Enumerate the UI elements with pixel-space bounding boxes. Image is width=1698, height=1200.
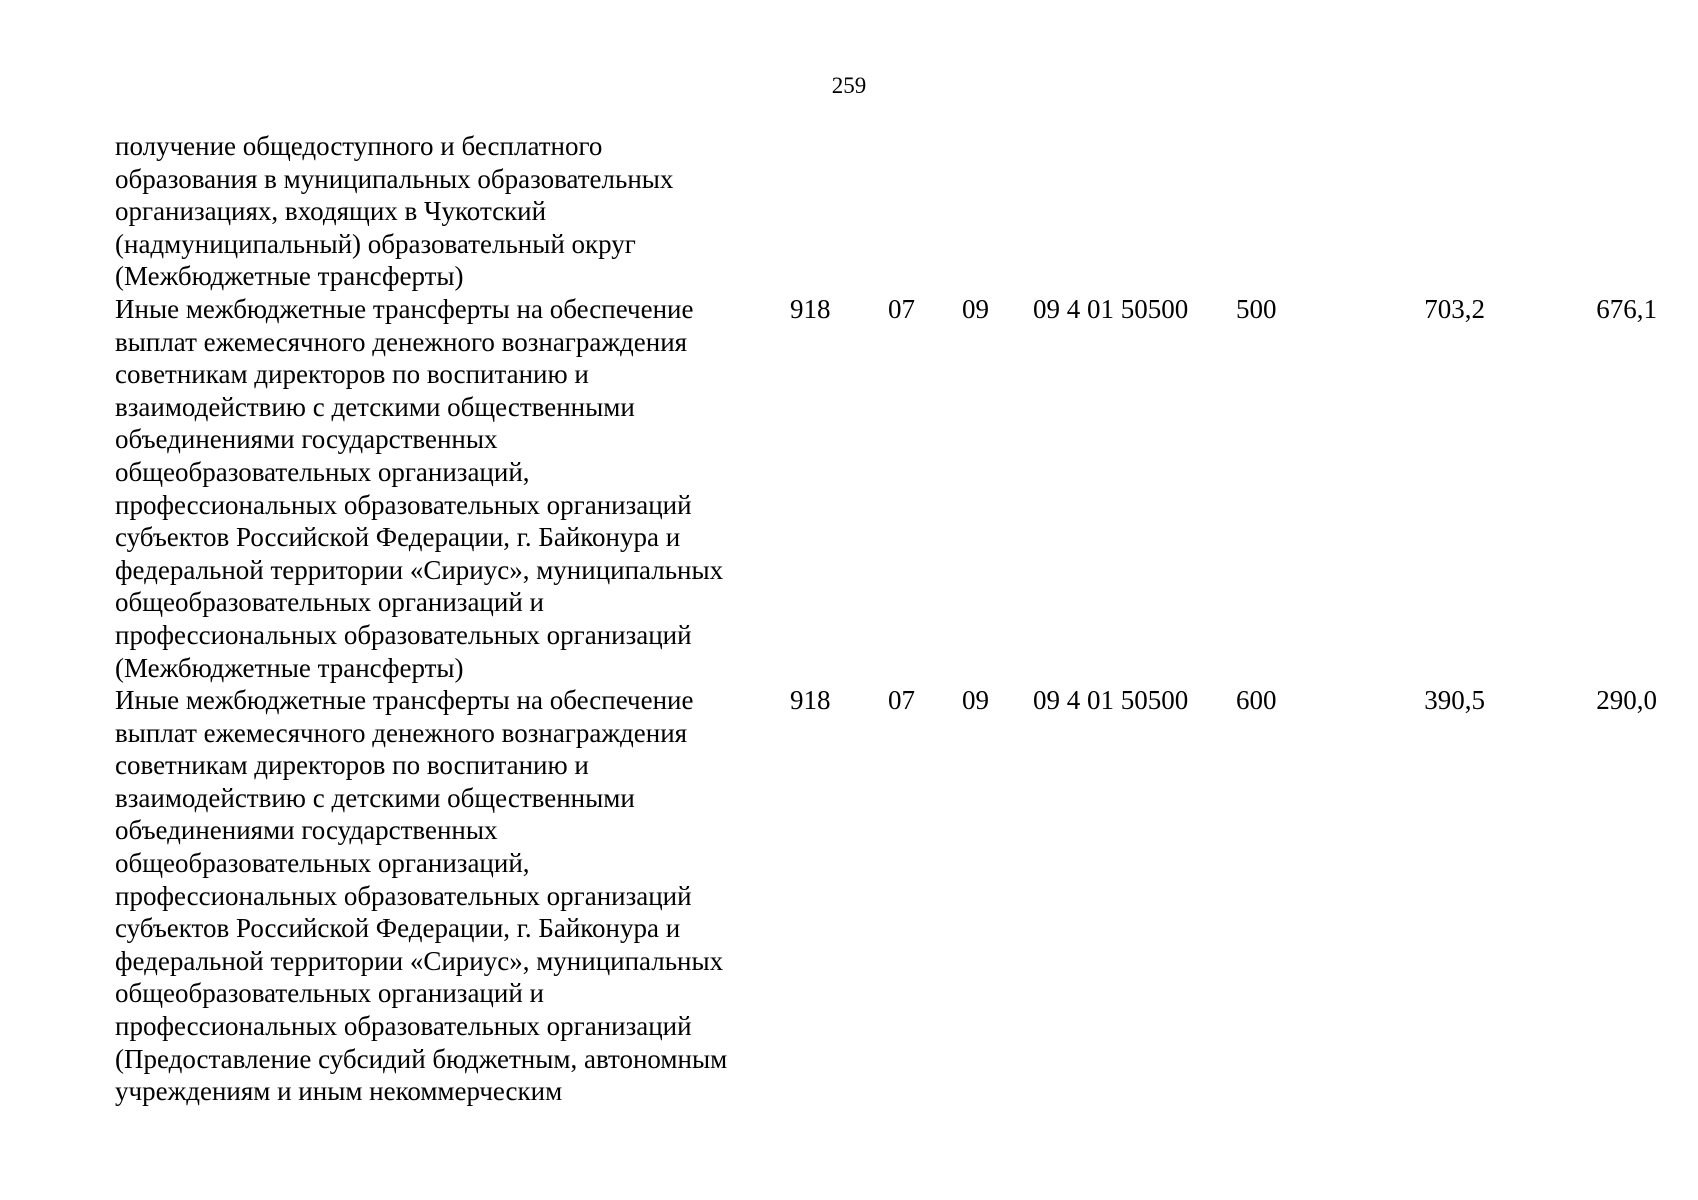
text-line: выплат ежемесячного денежного вознаграждения xyxy=(115,326,688,357)
ministry-code: 918 xyxy=(790,685,831,715)
target-article-code: 09 4 01 50500 xyxy=(1033,685,1189,715)
ministry-code: 918 xyxy=(790,294,831,324)
text-line: (Межбюджетные трансферты) xyxy=(115,652,464,683)
text-line: объединениями государственных xyxy=(115,815,498,846)
text-line: учреждениям и иным некоммерческим xyxy=(115,1076,563,1107)
text-line: советникам директоров по воспитанию и xyxy=(115,750,589,781)
text-line: (Предоставление субсидий бюджетным, автономным xyxy=(115,1043,728,1074)
target-article-code: 09 4 01 50500 xyxy=(1033,294,1189,324)
text-line: федеральной территории «Сириус», муниципальных xyxy=(115,554,724,585)
text-line: общеобразовательных организаций и xyxy=(115,978,544,1009)
text-line: Иные межбюджетные трансферты на обеспечение xyxy=(115,294,694,324)
section-code: 07 xyxy=(888,685,915,715)
text-line: взаимодействию с детскими общественными xyxy=(115,391,635,422)
row-description xyxy=(115,293,775,684)
expense-type-code: 500 xyxy=(1236,294,1277,324)
subsection-code: 09 xyxy=(962,294,989,324)
text-line: Иные межбюджетные трансферты на обеспечение xyxy=(115,685,694,715)
text-line: общеобразовательных организаций, xyxy=(115,456,530,487)
text-line: профессиональных образовательных организаций xyxy=(115,489,692,520)
text-line: субъектов Российской Федерации, г. Байконура и xyxy=(115,913,681,944)
row-description xyxy=(115,684,775,1108)
text-line: профессиональных образовательных организаций xyxy=(115,619,692,650)
text-line: образования в муниципальных образовательных xyxy=(115,163,674,194)
amount-first: 390,5 xyxy=(1424,685,1485,715)
text-line: общеобразовательных организаций, xyxy=(115,847,530,878)
continuation-text xyxy=(115,130,775,293)
text-line: профессиональных образовательных организаций xyxy=(115,880,692,911)
expense-type-code: 600 xyxy=(1236,685,1277,715)
text-line: (Межбюджетные трансферты) xyxy=(115,261,464,292)
subsection-code: 09 xyxy=(962,685,989,715)
text-line: объединениями государственных xyxy=(115,424,498,455)
text-line: федеральной территории «Сириус», муниципальных xyxy=(115,945,724,976)
text-line: субъектов Российской Федерации, г. Байконура и xyxy=(115,522,681,553)
text-line: взаимодействию с детскими общественными xyxy=(115,782,635,813)
text-line: выплат ежемесячного денежного вознаграждения xyxy=(115,717,688,748)
text-line: (надмуниципальный) образовательный округ xyxy=(115,228,636,259)
page-number: 259 xyxy=(831,73,867,98)
section-code: 07 xyxy=(888,294,915,324)
text-line: общеобразовательных организаций и xyxy=(115,587,544,618)
amount-second: 290,0 xyxy=(1596,685,1657,715)
text-line: советникам директоров по воспитанию и xyxy=(115,359,589,390)
text-line: профессиональных образовательных организаций xyxy=(115,1010,692,1041)
amount-first: 703,2 xyxy=(1424,294,1485,324)
amount-second: 676,1 xyxy=(1596,294,1657,324)
text-line: получение общедоступного и бесплатного xyxy=(115,131,603,161)
text-line: организациях, входящих в Чукотский xyxy=(115,196,547,227)
